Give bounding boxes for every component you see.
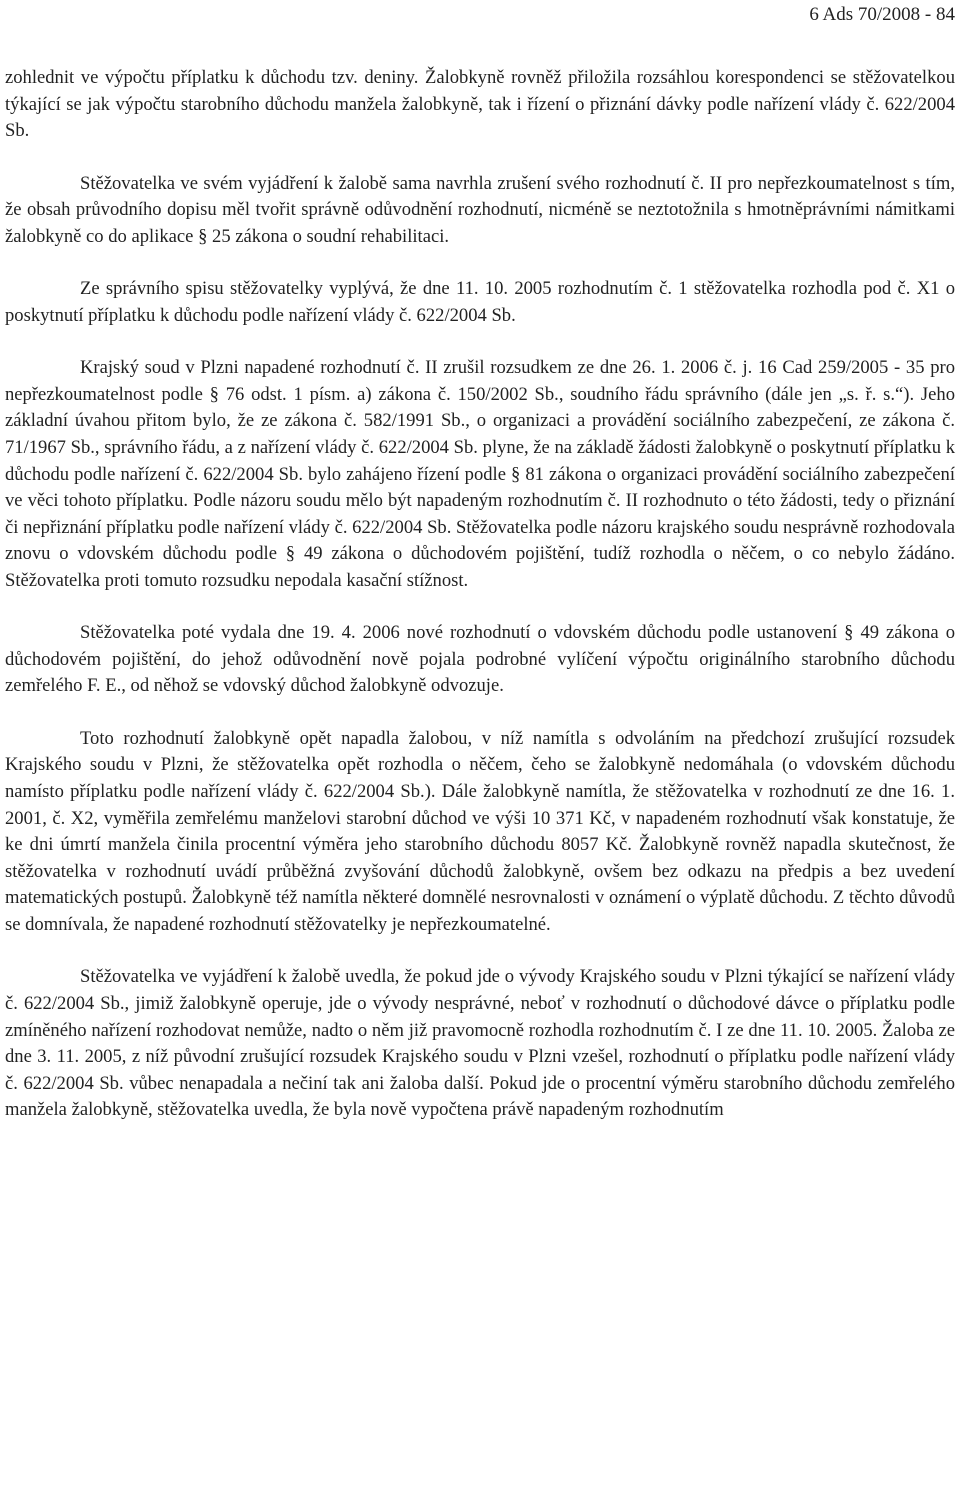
paragraph-administrative-file: Ze správního spisu stěžovatelky vyplývá, že dne 11. 10. 2005 rozhodnutím č. 1 stěžovatelka rozhodla pod č. X1 o poskytnutí příplatku k důchodu podle nařízení vlády č. 622/2004 Sb. <box>5 278 955 326</box>
paragraph-plaintiff-objections: Toto rozhodnutí žalobkyně opět napadla žalobou, v níž namítla s odvoláním na předchozí zrušující rozsudek Krajského soudu v Plzni, že stěžovatelka opět rozhodla o něčem, čeho se žalobkyně nedomáhala (o vdovském důchodu namísto příplatku podle nařízení vlády č. 622/2004 Sb.). Dále žalobkyně namítla, že stěžovatelka v rozhodnutí ze dne 16. 1. 2001, č. X2, vyměřila zemřelému manželovi starobní důchod ve výši 10 371 Kč, v napadeném rozhodnutí však konstatuje, že ke dni úmrtí manžela činila procentní výměra jeho starobního důchodu 8057 Kč. Žalobkyně rovněž napadla skutečnost, že stěžovatelka v rozhodnutí uvádí průběžná zvyšování důchodů žalobkyně, ovšem bez odkazu na předpis a bez uvedení matematických postupů. Žalobkyně též namítla některé domnělé nesrovnalosti v oznámení o výplatě důchodu. Z těchto důvodů se domnívala, že napadené rozhodnutí stěžovatelky je nepřezkoumatelné. <box>5 727 955 936</box>
paragraph-new-decision: Stěžovatelka poté vydala dne 19. 4. 2006 nové rozhodnutí o vdovském důchodu podle ustanovení § 49 zákona o důchodovém pojištění, do jehož odůvodnění nově pojala podrobné vylíčení výpočtu originálního starobního důchodu zemřelého F. E., od něhož se vdovský důchod žalobkyně odvozuje. <box>5 622 955 697</box>
paragraph-complainant-response: Stěžovatelka ve svém vyjádření k žalobě sama navrhla zrušení svého rozhodnutí č. II pro nepřezkoumatelnost s tím, že obsah průvodního dopisu měl tvořit správně odůvodnění rozhodnutí, nicméně se neztotožnila s hmotněprávními námitkami žalobkyně co do aplikace § 25 zákona o soudní rehabilitaci. <box>5 172 955 247</box>
document-body <box>5 65 955 1124</box>
case-number-header: 6 Ads 70/2008 - 84 <box>809 4 955 25</box>
paragraph-regional-court: Krajský soud v Plzni napadené rozhodnutí č. II zrušil rozsudkem ze dne 26. 1. 2006 č. j. 16 Cad 259/2005 - 35 pro nepřezkoumatelnost podle § 76 odst. 1 písm. a) zákona č. 150/2002 Sb., soudního řádu správního (dále jen „s. ř. s.“). Jeho základní úvahou přitom bylo, že ze zákona č. 582/1991 Sb., o organizaci a provádění sociálního zabezpečení, ze zákona č. 71/1967 Sb., správního řádu, a z nařízení vlády č. 622/2004 Sb. plyne, že na základě žádosti žalobkyně o poskytnutí příplatku k důchodu podle nařízení č. 622/2004 Sb. bylo zahájeno řízení podle § 81 zákona o organizaci provádění sociálního zabezpečení ve věci tohoto příplatku. Podle názoru soudu mělo být napadeným rozhodnutím č. II rozhodnuto o této žádosti, tedy o přiznání či nepřiznání příplatku podle nařízení vlády č. 622/2004 Sb. Stěžovatelka podle názoru krajského soudu nesprávně rozhodovala znovu o vdovském důchodu podle § 49 zákona o důchodovém pojištění, tudíž rozhodla o něčem, o co nebylo žádáno. Stěžovatelka proti tomuto rozsudku nepodala kasační stížnost. <box>5 357 955 591</box>
paragraph-complainant-statement: Stěžovatelka ve vyjádření k žalobě uvedla, že pokud jde o vývody Krajského soudu v Plzni týkající se nařízení vlády č. 622/2004 Sb., jimiž žalobkyně operuje, jde o vývody nesprávné, neboť v rozhodnutí o důchodové dávce o příplatku podle zmíněného nařízení rozhodovat nemůže, nadto o něm již pravomocně rozhodla rozhodnutím č. I ze dne 11. 10. 2005. Žaloba ze dne 3. 11. 2005, z níž původní zrušující rozsudek Krajského soudu v Plzni vzešel, rozhodnutí o příplatku podle nařízení vlády č. 622/2004 Sb. vůbec nenapadala a nečiní tak ani žaloba další. Pokud jde o procentní výměru starobního důchodu zemřelého manžela žalobkyně, stěžovatelka uvedla, že byla nově vypočtena právě napadeným rozhodnutím <box>5 966 955 1121</box>
paragraph-continuation: zohlednit ve výpočtu příplatku k důchodu tzv. deniny. Žalobkyně rovněž přiložila rozsáhlou korespondenci se stěžovatelkou týkající se jak výpočtu starobního důchodu manžela žalobkyně, tak i řízení o přiznání dávky podle nařízení vlády č. 622/2004 Sb. <box>5 67 955 142</box>
